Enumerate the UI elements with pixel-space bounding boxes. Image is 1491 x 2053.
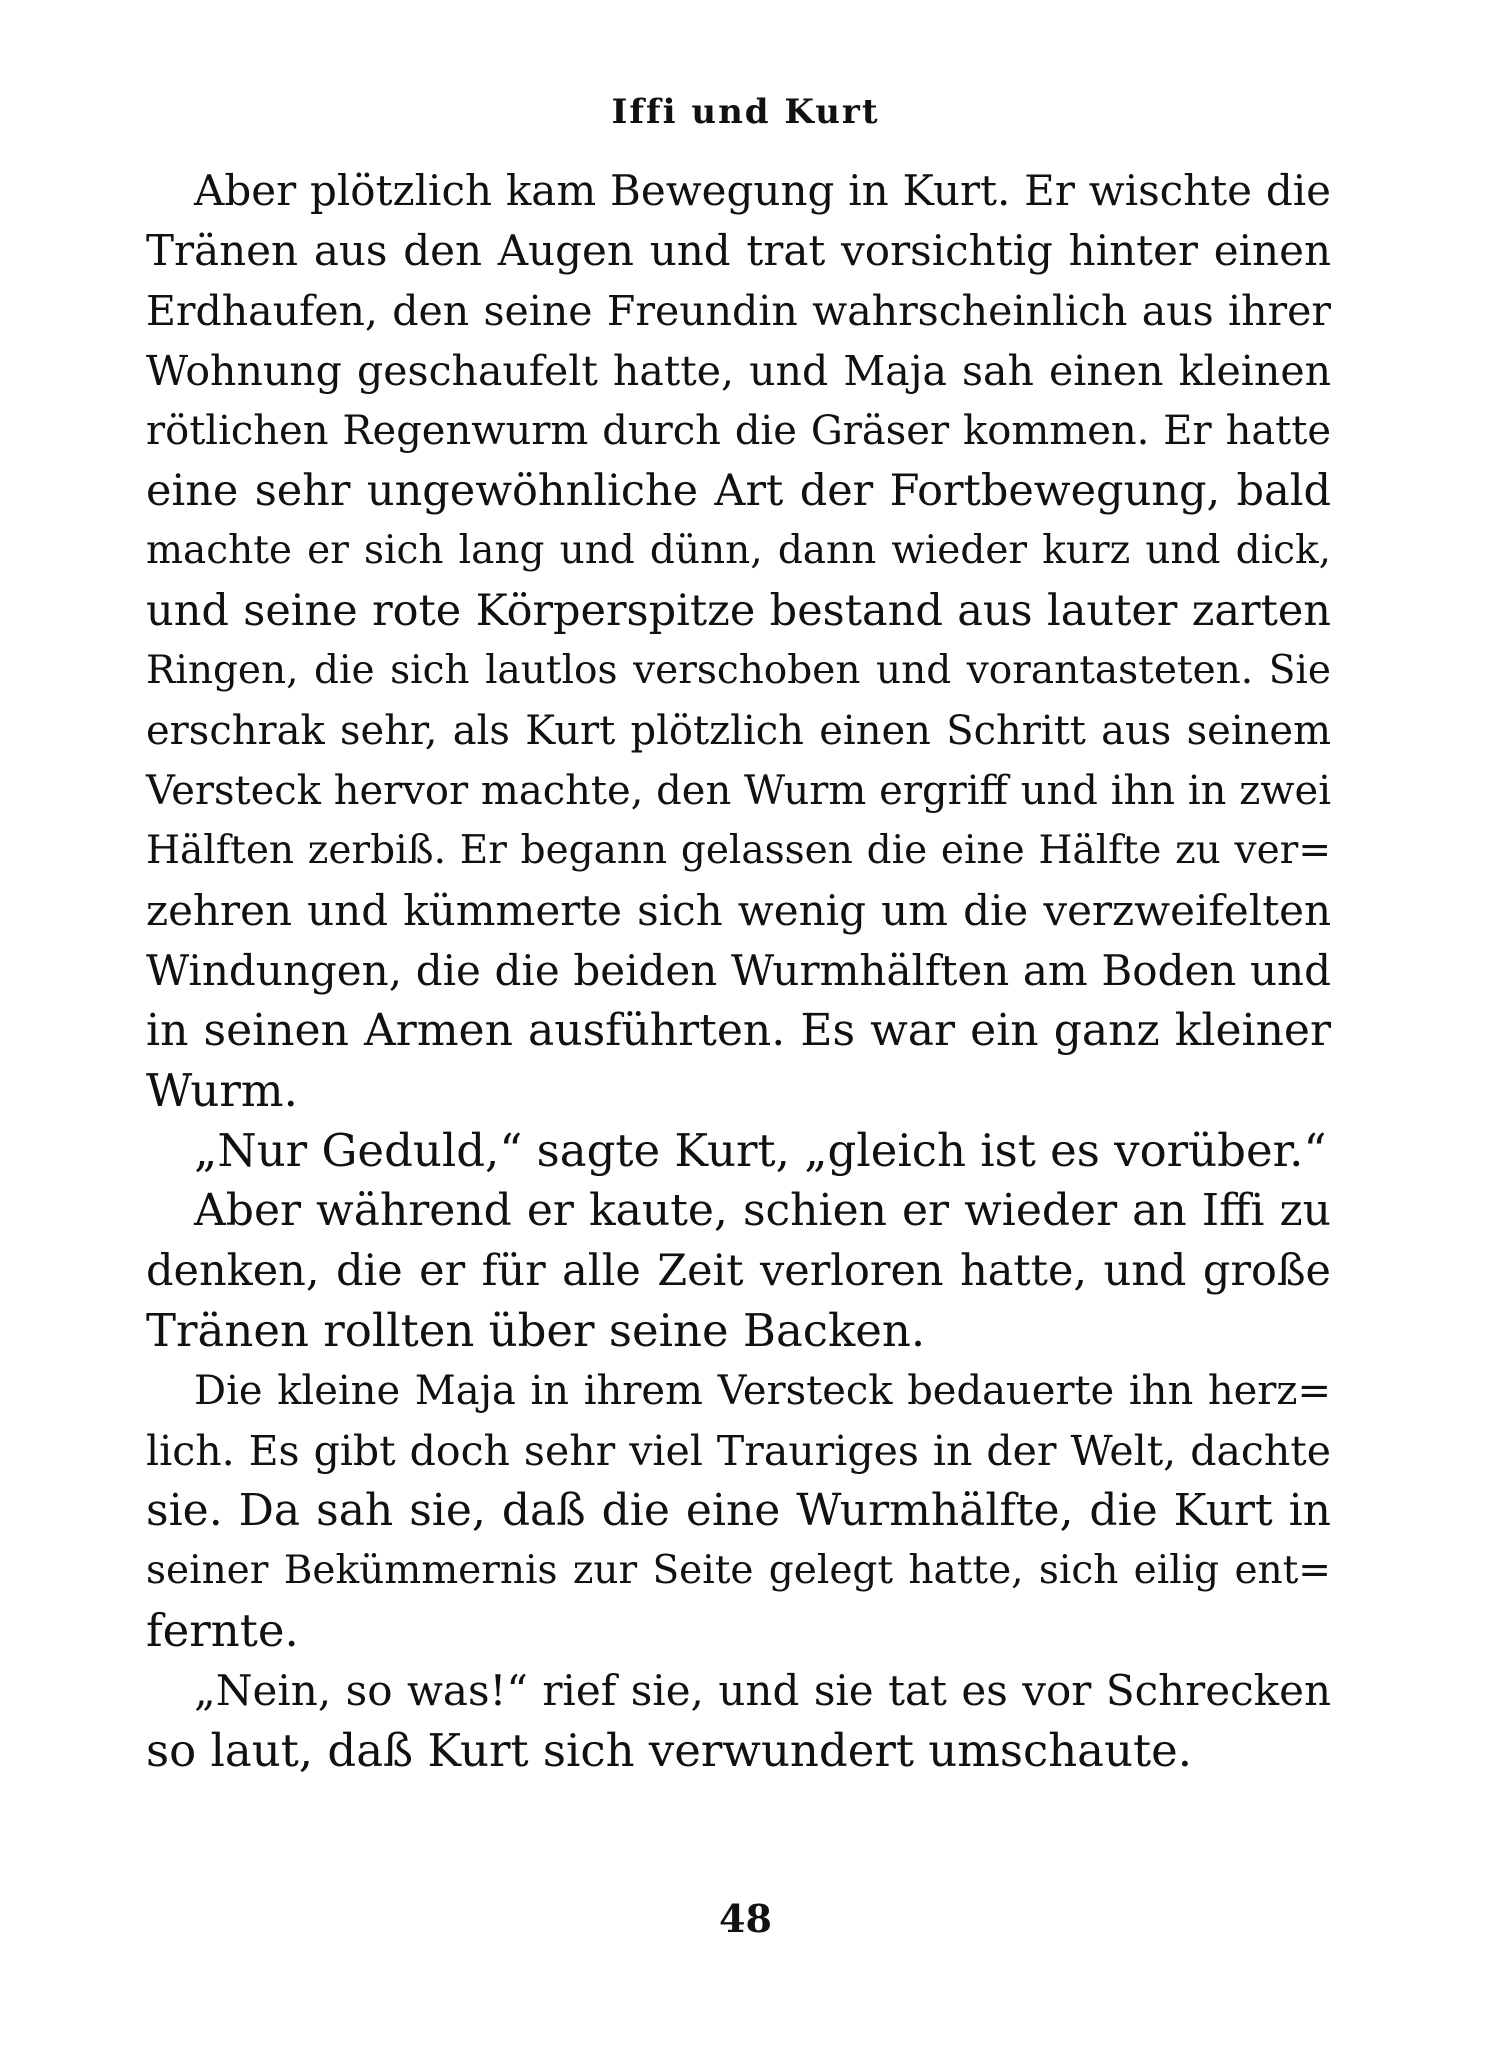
text-line: Wohnung geschaufelt hatte, und Maja sah einen kleinen bbox=[146, 347, 1331, 395]
text-line: zehren und kümmerte sich wenig um die verzweifelten bbox=[146, 886, 1331, 935]
text-line: erschrak sehr, als Kurt plötzlich einen Schritt aus seinem bbox=[146, 708, 1331, 754]
text-line: Tränen rollten über seine Backen. bbox=[146, 1304, 926, 1357]
text-line: und seine rote Körperspitze bestand aus lauter zarten bbox=[146, 586, 1331, 636]
text-line: in seinen Armen ausführten. Es war ein ganz kleiner bbox=[146, 1005, 1331, 1056]
text-line: sie. Da sah sie, daß die eine Wurmhälfte, die Kurt in bbox=[146, 1485, 1331, 1536]
text-line: seiner Bekümmernis zur Seite gelegt hatte, sich eilig ent= bbox=[146, 1548, 1331, 1593]
text-line: Die kleine Maja in ihrem Versteck bedauerte ihn herz= bbox=[194, 1368, 1331, 1414]
text-line: Versteck hervor machte, den Wurm ergriff und ihn in zwei bbox=[146, 768, 1331, 814]
text-line: Aber plötzlich kam Bewegung in Kurt. Er wischte die bbox=[194, 166, 1331, 215]
text-line: fernte. bbox=[146, 1604, 299, 1657]
text-line: Erdhaufen, den seine Freundin wahrscheinlich aus ihrer bbox=[146, 287, 1331, 335]
text-line: lich. Es gibt doch sehr viel Trauriges in der Welt, dachte bbox=[146, 1427, 1331, 1475]
dialogue-line: „Nur Geduld,“ sagte Kurt, „gleich ist es vorüber.“ bbox=[194, 1124, 1327, 1177]
text-line: eine sehr ungewöhnliche Art der Fortbewegung, bald bbox=[146, 466, 1331, 516]
text-line: denken, die er für alle Zeit verloren hatte, und große bbox=[146, 1246, 1331, 1296]
text-line: machte er sich lang und dünn, dann wieder kurz und dick, bbox=[146, 528, 1331, 573]
text-line: rötlichen Regenwurm durch die Gräser kommen. Er hatte bbox=[146, 408, 1331, 454]
text-line: Windungen, die die beiden Wurmhälften am Boden und bbox=[146, 946, 1331, 995]
text-line: „Nein, so was!“ rief sie, und sie tat es vor Schrecken bbox=[194, 1666, 1331, 1715]
page-number: 48 bbox=[719, 1896, 772, 1941]
text-line: Wurm. bbox=[146, 1064, 298, 1117]
text-line: Ringen, die sich lautlos verschoben und vorantasteten. Sie bbox=[146, 648, 1331, 693]
text-line: Aber während er kaute, schien er wieder an Iffi zu bbox=[194, 1185, 1331, 1236]
text-line: Hälften zerbiß. Er begann gelassen die eine Hälfte zu ver= bbox=[146, 828, 1331, 873]
running-header: Iffi und Kurt bbox=[611, 92, 880, 132]
text-line: Tränen aus den Augen und trat vorsichtig hinter einen bbox=[146, 226, 1331, 275]
text-line: so laut, daß Kurt sich verwundert umschaute. bbox=[146, 1724, 1193, 1777]
